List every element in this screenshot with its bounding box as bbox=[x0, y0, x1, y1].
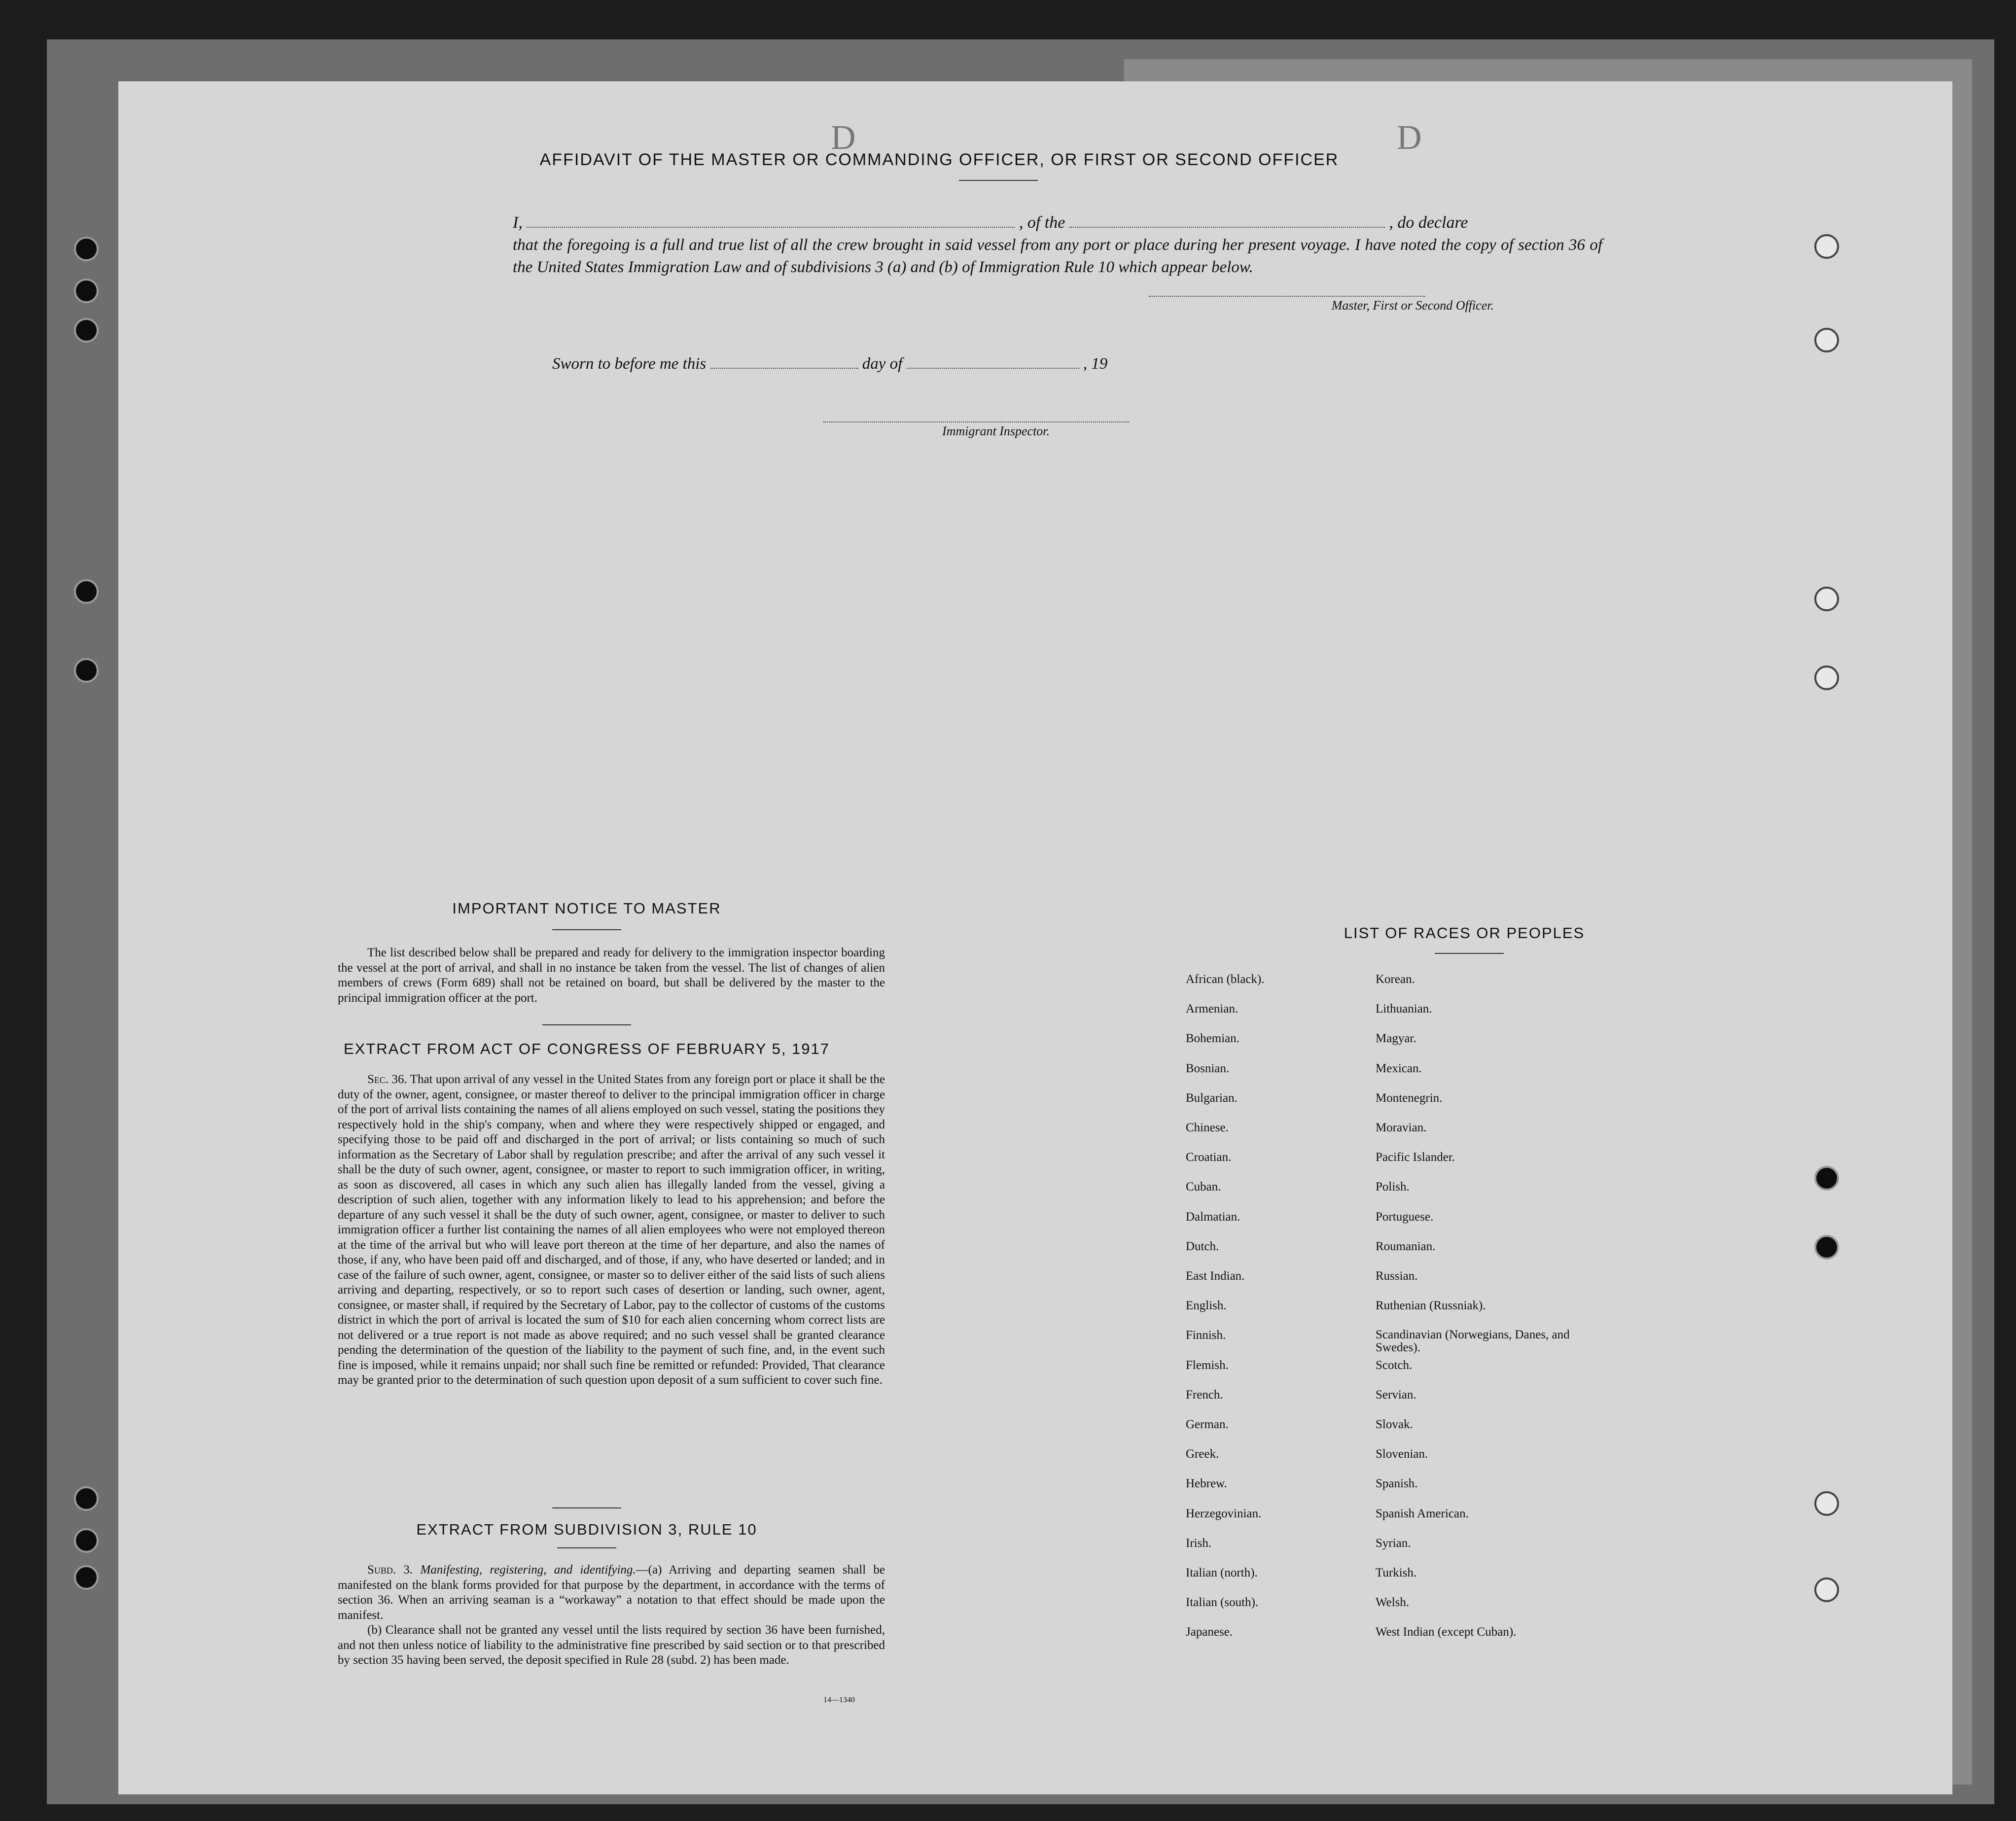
race-item-right-2: Magyar. bbox=[1376, 1032, 1416, 1046]
affidavit-title: AFFIDAVIT OF THE MASTER OR COMMANDING OFFICER, OR FIRST OR SECOND OFFICER bbox=[539, 150, 1339, 169]
race-item-right-1: Lithuanian. bbox=[1376, 1002, 1432, 1016]
race-item-left-22: Japanese. bbox=[1186, 1625, 1233, 1639]
race-item-left-12: Finnish. bbox=[1186, 1329, 1226, 1342]
race-item-right-15: Slovak. bbox=[1376, 1418, 1413, 1431]
notice-divider bbox=[542, 1024, 631, 1025]
race-item-right-13: Scotch. bbox=[1376, 1358, 1413, 1372]
race-item-right-6: Pacific Islander. bbox=[1376, 1151, 1455, 1164]
rule-italic-lead: Manifesting, registering, and identifying. bbox=[420, 1563, 636, 1576]
binder-hole bbox=[74, 279, 99, 303]
document-page bbox=[118, 81, 1952, 1794]
race-item-left-2: Bohemian. bbox=[1186, 1032, 1240, 1046]
race-item-right-8: Portuguese. bbox=[1376, 1210, 1434, 1224]
declaration-of-the: , of the bbox=[1019, 213, 1065, 232]
race-item-left-18: Herzegovinian. bbox=[1186, 1506, 1262, 1520]
binder-hole bbox=[74, 237, 99, 261]
month-blank[interactable] bbox=[907, 356, 1079, 369]
binder-hole bbox=[1814, 665, 1839, 690]
binder-hole bbox=[74, 579, 99, 604]
binder-hole bbox=[74, 1486, 99, 1511]
sworn-line bbox=[552, 355, 1292, 373]
form-number: 14—1340 bbox=[823, 1696, 855, 1704]
binder-hole bbox=[1814, 234, 1839, 259]
race-item-left-7: Cuban. bbox=[1186, 1180, 1221, 1194]
sworn-year: , 19 bbox=[1083, 355, 1108, 373]
race-item-left-6: Croatian. bbox=[1186, 1151, 1232, 1164]
sworn-prefix: Sworn to before me this bbox=[552, 355, 707, 373]
binder-hole bbox=[1814, 1166, 1839, 1191]
races-underline bbox=[1435, 953, 1504, 954]
race-item-left-14: French. bbox=[1186, 1388, 1223, 1401]
binder-hole bbox=[74, 1565, 99, 1590]
race-item-right-5: Moravian. bbox=[1376, 1121, 1427, 1134]
races-title: LIST OF RACES OR PEOPLES bbox=[1344, 924, 1585, 942]
rule-body-a: —(a) Arriving and departing seamen shall be manifested on the blank forms provided for that purpose by the department, in accordance with the terms of section 36. When an arriving seaman is a “workaway” a notation to that effect should be made upon the manifest. bbox=[338, 1563, 885, 1622]
race-item-left-8: Dalmatian. bbox=[1186, 1210, 1240, 1224]
binder-hole bbox=[1814, 587, 1839, 611]
signature-blank[interactable] bbox=[1149, 296, 1425, 297]
binder-hole bbox=[1814, 1491, 1839, 1516]
inspector-label: Immigrant Inspector. bbox=[942, 424, 1050, 438]
race-item-right-0: Korean. bbox=[1376, 973, 1415, 986]
declaration-do-declare: , do declare bbox=[1389, 213, 1468, 232]
act-title: EXTRACT FROM ACT OF CONGRESS OF FEBRUARY 5, 1917 bbox=[343, 1040, 830, 1057]
race-item-right-19: Syrian. bbox=[1376, 1536, 1411, 1550]
binder-hole bbox=[1814, 1577, 1839, 1602]
race-item-right-12: Scandinavian (Norwegians, Danes, and Swedes). bbox=[1376, 1328, 1570, 1355]
title-underline bbox=[959, 180, 1038, 181]
race-item-left-21: Italian (south). bbox=[1186, 1596, 1259, 1610]
rule-text-b: (b) Clearance shall not be granted any vessel until the lists required by section 36 have been furnished, and not then unless notice of liability to the administrative fine prescribed by said section or to that prescribed by section 35 having been served, the deposit specified in Rule 28 (subd. 2) has been made. bbox=[338, 1623, 885, 1667]
race-item-right-17: Spanish. bbox=[1376, 1477, 1418, 1491]
race-item-left-5: Chinese. bbox=[1186, 1121, 1229, 1134]
race-item-left-0: African (black). bbox=[1186, 973, 1265, 986]
act-text bbox=[338, 1072, 885, 1388]
race-item-right-7: Polish. bbox=[1376, 1180, 1410, 1194]
race-item-left-13: Flemish. bbox=[1186, 1358, 1229, 1372]
race-item-left-11: English. bbox=[1186, 1299, 1227, 1313]
race-item-right-14: Servian. bbox=[1376, 1388, 1416, 1401]
vessel-blank[interactable] bbox=[1069, 214, 1385, 228]
race-item-left-17: Hebrew. bbox=[1186, 1477, 1227, 1491]
top-marks: D D bbox=[831, 119, 1688, 157]
rule-title: EXTRACT FROM SUBDIVISION 3, RULE 10 bbox=[416, 1521, 757, 1538]
act-divider bbox=[552, 1507, 621, 1508]
binder-hole bbox=[1814, 1235, 1839, 1260]
day-blank[interactable] bbox=[710, 356, 858, 369]
act-lead: Sec. 36. bbox=[367, 1073, 407, 1086]
declaration-i: I, bbox=[513, 213, 523, 232]
signature-label: Master, First or Second Officer. bbox=[1331, 298, 1494, 313]
race-item-right-3: Mexican. bbox=[1376, 1061, 1422, 1075]
declaration-line bbox=[513, 212, 1597, 234]
act-body: That upon arrival of any vessel in the United States from any foreign port or place it shall be the duty of the owner, agent, consignee, or master thereof to deliver to the principal immigration officer in charge of the port of arrival lists containing the names of all aliens employed on such vessel, stating the positions they respectively hold in the ship's company, when and where they were respectively shipped or engaged, and specifying those to be paid off and discharged in the port of arrival; or lists containing so much of such information as the Secretary of Labor shall by regulation prescribe; and after the arrival of any such vessel it shall be the duty of such owner, agent, consignee, or master to report to such immigration officer, in writing, as soon as discovered, all cases in which any such alien has illegally landed from the vessel, giving a description of such alien, together with any information likely to lead to his apprehension; and before the departure of any such vessel it shall be the duty of such owner, agent, consignee, or master to deliver to such immigration officer a further list containing the names of all alien employees who were not employed thereon at the time of the arrival but who will leave port thereon at the time of her departure, and also the names of those, if any, who have been paid off and discharged, and of those, if any, who have deserted or landed; and in case of the failure of such owner, agent, consignee, or master so to deliver either of the said lists of such aliens arriving and departing, respectively, or so to report such cases of desertion or landing, such owner, agent, consignee, or master shall, if required by the Secretary of Labor, pay to the collector of customs of the customs district in which the port of arrival is located the sum of $10 for each alien concerning whom correct lists are not delivered or a true report is not made as above required; and no such vessel shall be granted clearance pending the determination of the question of the liability to the payment of such fine, and, in the event such fine is imposed, while it remains unpaid; nor shall such fine be remitted or refunded: Provided, That clearance may be granted prior to the determination of such question upon deposit of a sum sufficient to cover such fine. bbox=[338, 1073, 885, 1387]
race-item-left-9: Dutch. bbox=[1186, 1239, 1219, 1253]
race-item-right-18: Spanish American. bbox=[1376, 1506, 1469, 1520]
binder-hole bbox=[1814, 328, 1839, 352]
rule-underline bbox=[557, 1547, 616, 1548]
notice-underline bbox=[552, 929, 621, 930]
binder-hole bbox=[74, 318, 99, 343]
race-item-left-4: Bulgarian. bbox=[1186, 1091, 1238, 1105]
binder-hole bbox=[74, 658, 99, 683]
rule-text-a bbox=[338, 1563, 885, 1623]
inspector-signature-blank[interactable] bbox=[823, 421, 1129, 422]
binder-hole bbox=[74, 1528, 99, 1553]
race-item-right-10: Russian. bbox=[1376, 1269, 1418, 1283]
race-item-left-19: Irish. bbox=[1186, 1536, 1212, 1550]
race-item-left-10: East Indian. bbox=[1186, 1269, 1245, 1283]
race-item-right-22: West Indian (except Cuban). bbox=[1376, 1625, 1517, 1639]
notice-title: IMPORTANT NOTICE TO MASTER bbox=[452, 900, 721, 917]
notice-text: The list described below shall be prepared and ready for delivery to the immigration inspector boarding the vessel at the port of arrival, and shall in no instance be taken from the vessel. The list of changes of alien members of crews (Form 689) shall not be retained on board, but shall be delivered by the master to the principal immigration officer at the port. bbox=[338, 946, 885, 1005]
race-item-right-20: Turkish. bbox=[1376, 1566, 1417, 1579]
race-item-left-1: Armenian. bbox=[1186, 1002, 1238, 1016]
race-item-right-11: Ruthenian (Russniak). bbox=[1376, 1299, 1486, 1313]
rule-lead: Subd. 3. bbox=[367, 1563, 413, 1576]
race-item-right-9: Roumanian. bbox=[1376, 1239, 1436, 1253]
name-blank[interactable] bbox=[527, 214, 1015, 228]
race-item-right-4: Montenegrin. bbox=[1376, 1091, 1443, 1105]
race-item-left-20: Italian (north). bbox=[1186, 1566, 1258, 1579]
declaration-body: that the foregoing is a full and true list of all the crew brought in said vessel from any port or place during her present voyage. I have noted the copy of section 36 of the United States Immigration Law and of subdivisions 3 (a) and (b) of Immigration Rule 10 which appear below. bbox=[513, 236, 1602, 276]
sworn-day-of: day of bbox=[862, 355, 903, 373]
race-item-right-21: Welsh. bbox=[1376, 1596, 1410, 1610]
race-item-left-3: Bosnian. bbox=[1186, 1061, 1230, 1075]
race-item-left-15: German. bbox=[1186, 1418, 1229, 1431]
race-item-right-16: Slovenian. bbox=[1376, 1447, 1428, 1461]
race-item-left-16: Greek. bbox=[1186, 1447, 1219, 1461]
